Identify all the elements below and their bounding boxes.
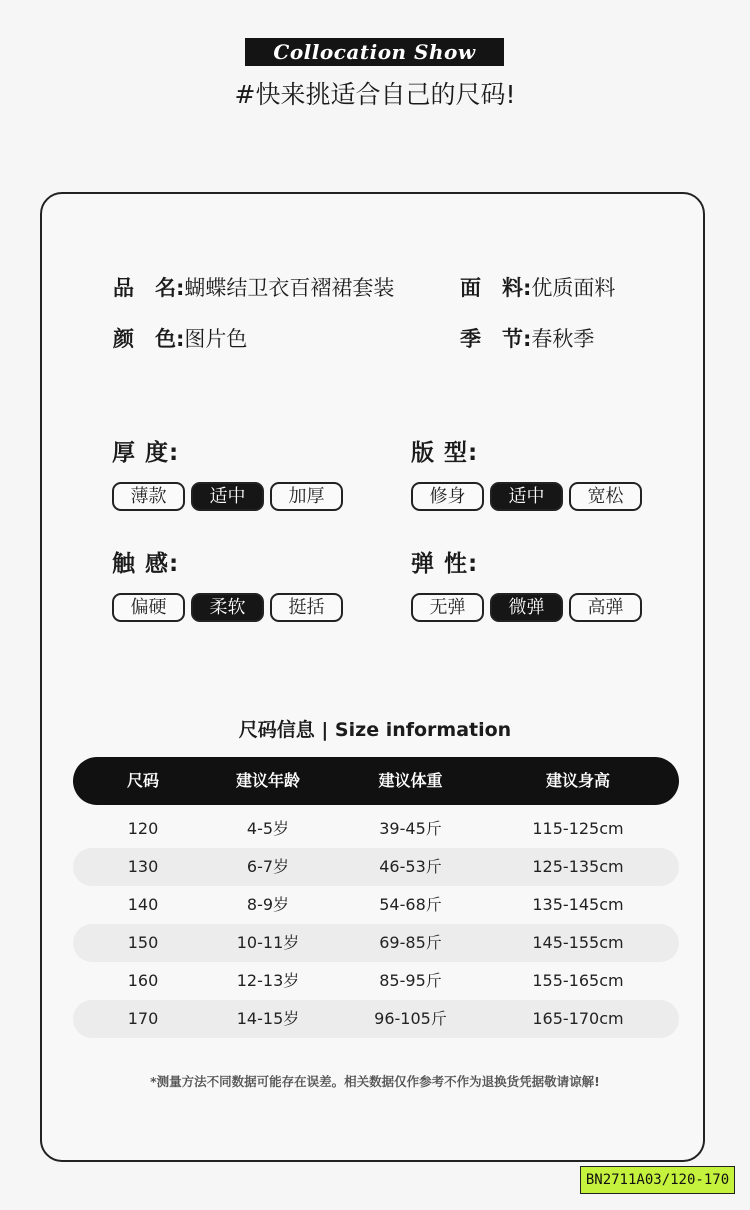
collocation-show-banner: Collocation Show bbox=[245, 38, 504, 66]
measurement-disclaimer: *测量方法不同数据可能存在误差。相关数据仅作参考不作为退换货凭据敬请谅解! bbox=[150, 1074, 600, 1089]
thickness-option-medium: 适中 bbox=[191, 482, 264, 511]
cell-weight: 39-45斤 bbox=[379, 819, 442, 838]
fit-option-slim: 修身 bbox=[411, 482, 484, 511]
table-row bbox=[73, 1000, 679, 1038]
cell-height: 125-135cm bbox=[532, 857, 624, 876]
spec-name-value: 蝴蝶结卫衣百褶裙套装 bbox=[184, 276, 395, 300]
cell-height: 155-165cm bbox=[532, 971, 624, 990]
cell-size: 160 bbox=[127, 971, 159, 990]
header-weight: 建议体重 bbox=[378, 771, 443, 790]
spec-name-key: 品 名: bbox=[113, 276, 185, 300]
feel-option-stiff: 偏硬 bbox=[112, 593, 185, 622]
cell-weight: 96-105斤 bbox=[374, 1009, 447, 1028]
table-row bbox=[73, 848, 679, 886]
attr-feel-options bbox=[112, 593, 343, 622]
cell-height: 165-170cm bbox=[532, 1009, 624, 1028]
spec-color-key: 颜 色: bbox=[113, 327, 185, 351]
feel-option-soft: 柔软 bbox=[191, 593, 264, 622]
header-size: 尺码 bbox=[126, 771, 159, 790]
attr-thickness-options bbox=[112, 482, 343, 511]
thickness-option-thick: 加厚 bbox=[270, 482, 343, 511]
spec-season-value: 春秋季 bbox=[531, 327, 595, 351]
cell-height: 145-155cm bbox=[532, 933, 624, 952]
cell-height: 115-125cm bbox=[532, 819, 624, 838]
cell-weight: 46-53斤 bbox=[379, 857, 442, 876]
size-table-title: 尺码信息 | Size information bbox=[238, 719, 512, 741]
cell-size: 170 bbox=[127, 1009, 159, 1028]
table-row bbox=[73, 810, 679, 848]
header-height: 建议身高 bbox=[545, 771, 610, 790]
cell-size: 150 bbox=[127, 933, 159, 952]
cell-age: 4-5岁 bbox=[246, 819, 290, 838]
thickness-option-thin: 薄款 bbox=[112, 482, 185, 511]
cell-age: 10-11岁 bbox=[236, 933, 300, 952]
cell-weight: 69-85斤 bbox=[379, 933, 442, 952]
cell-size: 130 bbox=[127, 857, 159, 876]
cell-size: 140 bbox=[127, 895, 159, 914]
elasticity-option-slight: 微弹 bbox=[490, 593, 563, 622]
attr-thickness-label: 厚 度: bbox=[112, 440, 180, 466]
cell-age: 8-9岁 bbox=[246, 895, 290, 914]
size-table-header bbox=[73, 757, 679, 805]
elasticity-option-none: 无弹 bbox=[411, 593, 484, 622]
product-code-badge: BN2711A03/120-170 bbox=[580, 1166, 735, 1194]
cell-age: 6-7岁 bbox=[246, 857, 290, 876]
fit-option-loose: 宽松 bbox=[569, 482, 642, 511]
cell-size: 120 bbox=[127, 819, 159, 838]
table-row bbox=[73, 962, 679, 1000]
attr-elasticity-options bbox=[411, 593, 642, 622]
spec-name bbox=[113, 273, 394, 303]
table-row bbox=[73, 924, 679, 962]
cell-age: 12-13岁 bbox=[236, 971, 300, 990]
attr-elasticity-label: 弹 性: bbox=[411, 551, 479, 577]
attr-fit-label: 版 型: bbox=[411, 440, 479, 466]
spec-fabric-key: 面 料: bbox=[460, 276, 532, 300]
cell-height: 135-145cm bbox=[532, 895, 624, 914]
cell-age: 14-15岁 bbox=[236, 1009, 300, 1028]
spec-fabric-value: 优质面料 bbox=[531, 276, 616, 300]
spec-color-value: 图片色 bbox=[184, 327, 248, 351]
feel-option-crisp: 挺括 bbox=[270, 593, 343, 622]
cell-weight: 85-95斤 bbox=[379, 971, 442, 990]
cell-weight: 54-68斤 bbox=[379, 895, 442, 914]
attr-fit-options bbox=[411, 482, 642, 511]
spec-season bbox=[460, 324, 594, 354]
spec-fabric bbox=[460, 273, 615, 303]
attr-feel-label: 触 感: bbox=[112, 551, 180, 577]
elasticity-option-high: 高弹 bbox=[569, 593, 642, 622]
fit-option-regular: 适中 bbox=[490, 482, 563, 511]
page-subtitle: #快来挑适合自己的尺码! bbox=[234, 80, 516, 109]
table-row bbox=[73, 886, 679, 924]
header-age: 建议年龄 bbox=[235, 771, 300, 790]
spec-season-key: 季 节: bbox=[460, 327, 532, 351]
spec-color bbox=[113, 324, 247, 354]
